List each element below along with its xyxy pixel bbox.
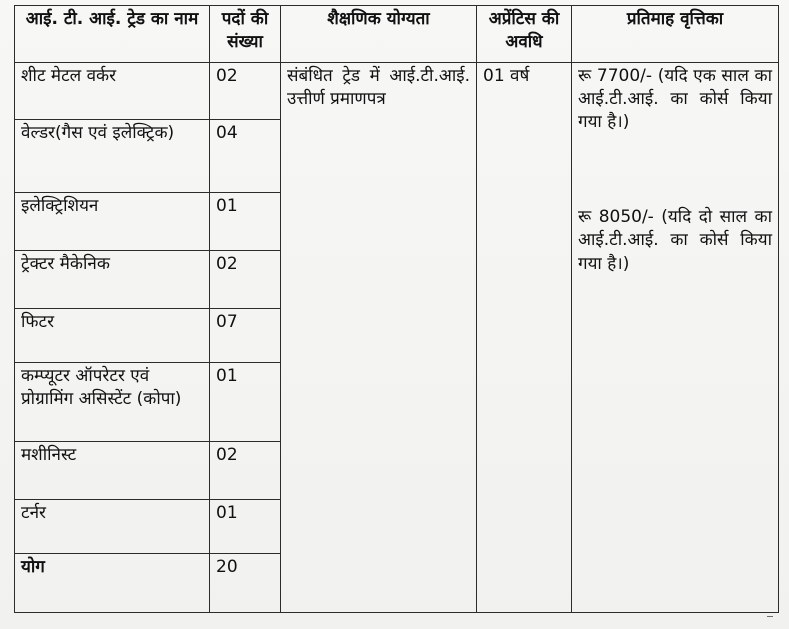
header-trade-name: आई. टी. आई. ट्रेड का नाम: [15, 6, 210, 63]
header-post-count: पदों की संख्या: [210, 6, 281, 63]
post-count: 01: [210, 500, 281, 554]
table-header-row: [15, 6, 779, 63]
trade-name: फिटर: [15, 309, 210, 363]
trade-name: वेल्डर(गैस एवं इलेक्ट्रिक): [15, 120, 210, 193]
header-duration: अप्रेंटिस की अवधि: [477, 6, 572, 63]
total-post-count: 20: [210, 554, 281, 613]
post-count: 02: [210, 63, 281, 120]
trade-name: टर्नर: [15, 500, 210, 554]
apprentice-table-wrapper: [14, 5, 778, 609]
table-row: [15, 63, 779, 120]
post-count: 01: [210, 363, 281, 442]
apprentice-table: [14, 5, 779, 613]
duration-cell: 01 वर्ष: [477, 63, 572, 613]
stipend-cell: [572, 63, 779, 613]
stipend-two-year: रू 8050/- (यदि दो साल का आई.टी.आई. का कोर्स किया गया है।): [578, 207, 772, 274]
stipend-one-year: रू 7700/- (यदि एक साल का आई.टी.आई. का कोर्स किया गया है।): [578, 66, 772, 133]
post-count: 02: [210, 251, 281, 309]
header-qualification: शैक्षणिक योग्यता: [281, 6, 477, 63]
qualification-cell: संबंधित ट्रेड में आई.टी.आई. उत्तीर्ण प्रमाणपत्र: [281, 63, 477, 613]
post-count: 02: [210, 442, 281, 500]
header-stipend: प्रतिमाह वृत्तिका: [572, 6, 779, 63]
trade-name: कम्प्यूटर ऑपरेटर एवं प्रोग्रामिंग असिस्टेंट (कोपा): [15, 363, 210, 442]
scan-mark: [767, 616, 773, 621]
total-label: योग: [15, 554, 210, 613]
post-count: 01: [210, 193, 281, 251]
trade-name: मशीनिस्ट: [15, 442, 210, 500]
post-count: 04: [210, 120, 281, 193]
trade-name: इलेक्ट्रिशियन: [15, 193, 210, 251]
trade-name: शीट मेटल वर्कर: [15, 63, 210, 120]
trade-name: ट्रेक्टर मैकेनिक: [15, 251, 210, 309]
post-count: 07: [210, 309, 281, 363]
